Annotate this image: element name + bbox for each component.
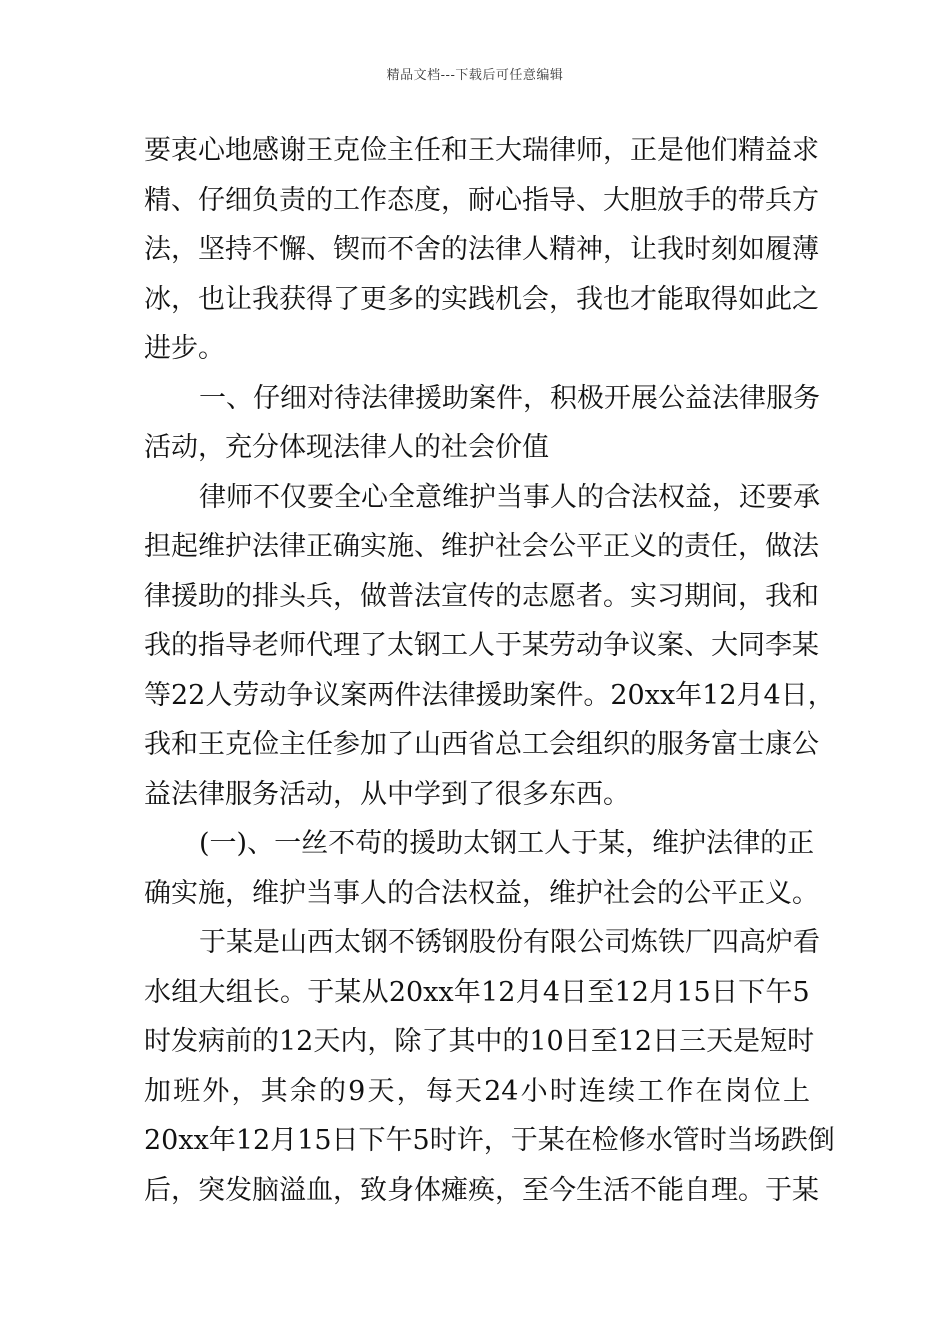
text-line: 我 的 指 导 老 师 代 理 了 太 钢 工 人 于 某 劳 动 争 议 案 、 大 同 李 某 — [144, 630, 819, 661]
text-line: ( 一 ) 、 一 丝 不 苟 的 援 助 太 钢 工 人 于 某 ， 维 护 法 律 的 正 — [199, 828, 815, 859]
text-line: 要 衷 心 地 感 谢 王 克 俭 主 任 和 王 大 瑞 律 师 ， 正 是 他 们 精 益 求 — [144, 135, 819, 166]
text-line: 律 援 助 的 排 头 兵 ， 做 普 法 宣 传 的 志 愿 者 。 实 习 期 间 ， 我 和 — [144, 580, 819, 612]
text-line: 进步。 — [144, 333, 225, 364]
text-line: 等 22 人 劳 动 争 议 案 两 件 法 律 援 助 案 件 。 20xx 年 12 月 4 日 ， — [144, 679, 835, 711]
text-line: 一 、 仔 细 对 待 法 律 援 助 案 件 ， 积 极 开 展 公 益 法 律 服 务 — [199, 382, 820, 414]
page-header: 精品文档---下载后可任意编辑 — [386, 68, 564, 83]
text-line: 于 某 是 山 西 太 钢 不 锈 钢 股 份 有 限 公 司 炼 铁 厂 四 高 炉 看 — [199, 927, 820, 958]
text-line: 法 ， 坚 持 不 懈 、 锲 而 不 舍 的 法 律 人 精 神 ， 让 我 时 刻 如 履 薄 — [144, 234, 819, 265]
text-line: 我 和 王 克 俭 主 任 参 加 了 山 西 省 总 工 会 组 织 的 服 务 富 士 康 公 — [144, 729, 819, 760]
text-line: 精 、 仔 细 负 责 的 工 作 态 度 ， 耐 心 指 导 、 大 胆 放 手 的 带 兵 方 — [144, 184, 819, 216]
text-line: 冰 ， 也 让 我 获 得 了 更 多 的 实 践 机 会 ， 我 也 才 能 取 得 如 此 之 — [144, 283, 819, 315]
text-line: 后 ， 突 发 脑 溢 血 ， 致 身 体 瘫 痪 ， 至 今 生 活 不 能 自 理 。 于 某 — [144, 1174, 819, 1206]
document-body — [144, 126, 835, 1215]
text-line: 20xx 年 12 月 15 日 下 午 5 时 许 ， 于 某 在 检 修 水 管 时 当 场 跌 倒 — [144, 1125, 835, 1156]
text-line: 确实施，维护当事人的合法权益，维护社会的公平正义。 — [144, 877, 819, 909]
text-line: 水 组 大 组 长 。 于 某 从 20xx 年 12 月 4 日 至 12 月 15 日 下 午 5 — [144, 976, 810, 1008]
text-line: 担 起 维 护 法 律 正 确 实 施 、 维 护 社 会 公 平 正 义 的 责 任 ， 做 法 — [144, 531, 819, 562]
text-line: 加 班 外 ， 其 余 的 9 天 ， 每 天 24 小 时 连 续 工 作 在 岗 位 上 — [144, 1075, 810, 1107]
text-line: 时 发 病 前 的 12 天 内 ， 除 了 其 中 的 10 日 至 12 日 三 天 是 短 时 — [144, 1026, 815, 1057]
text-line: 活动，充分体现法律人的社会价值 — [144, 432, 549, 463]
text-line: 益法律服务活动，从中学到了很多东西。 — [144, 778, 630, 810]
text-line: 律 师 不 仅 要 全 心 全 意 维 护 当 事 人 的 合 法 权 益 ， 还 要 承 — [199, 481, 820, 513]
